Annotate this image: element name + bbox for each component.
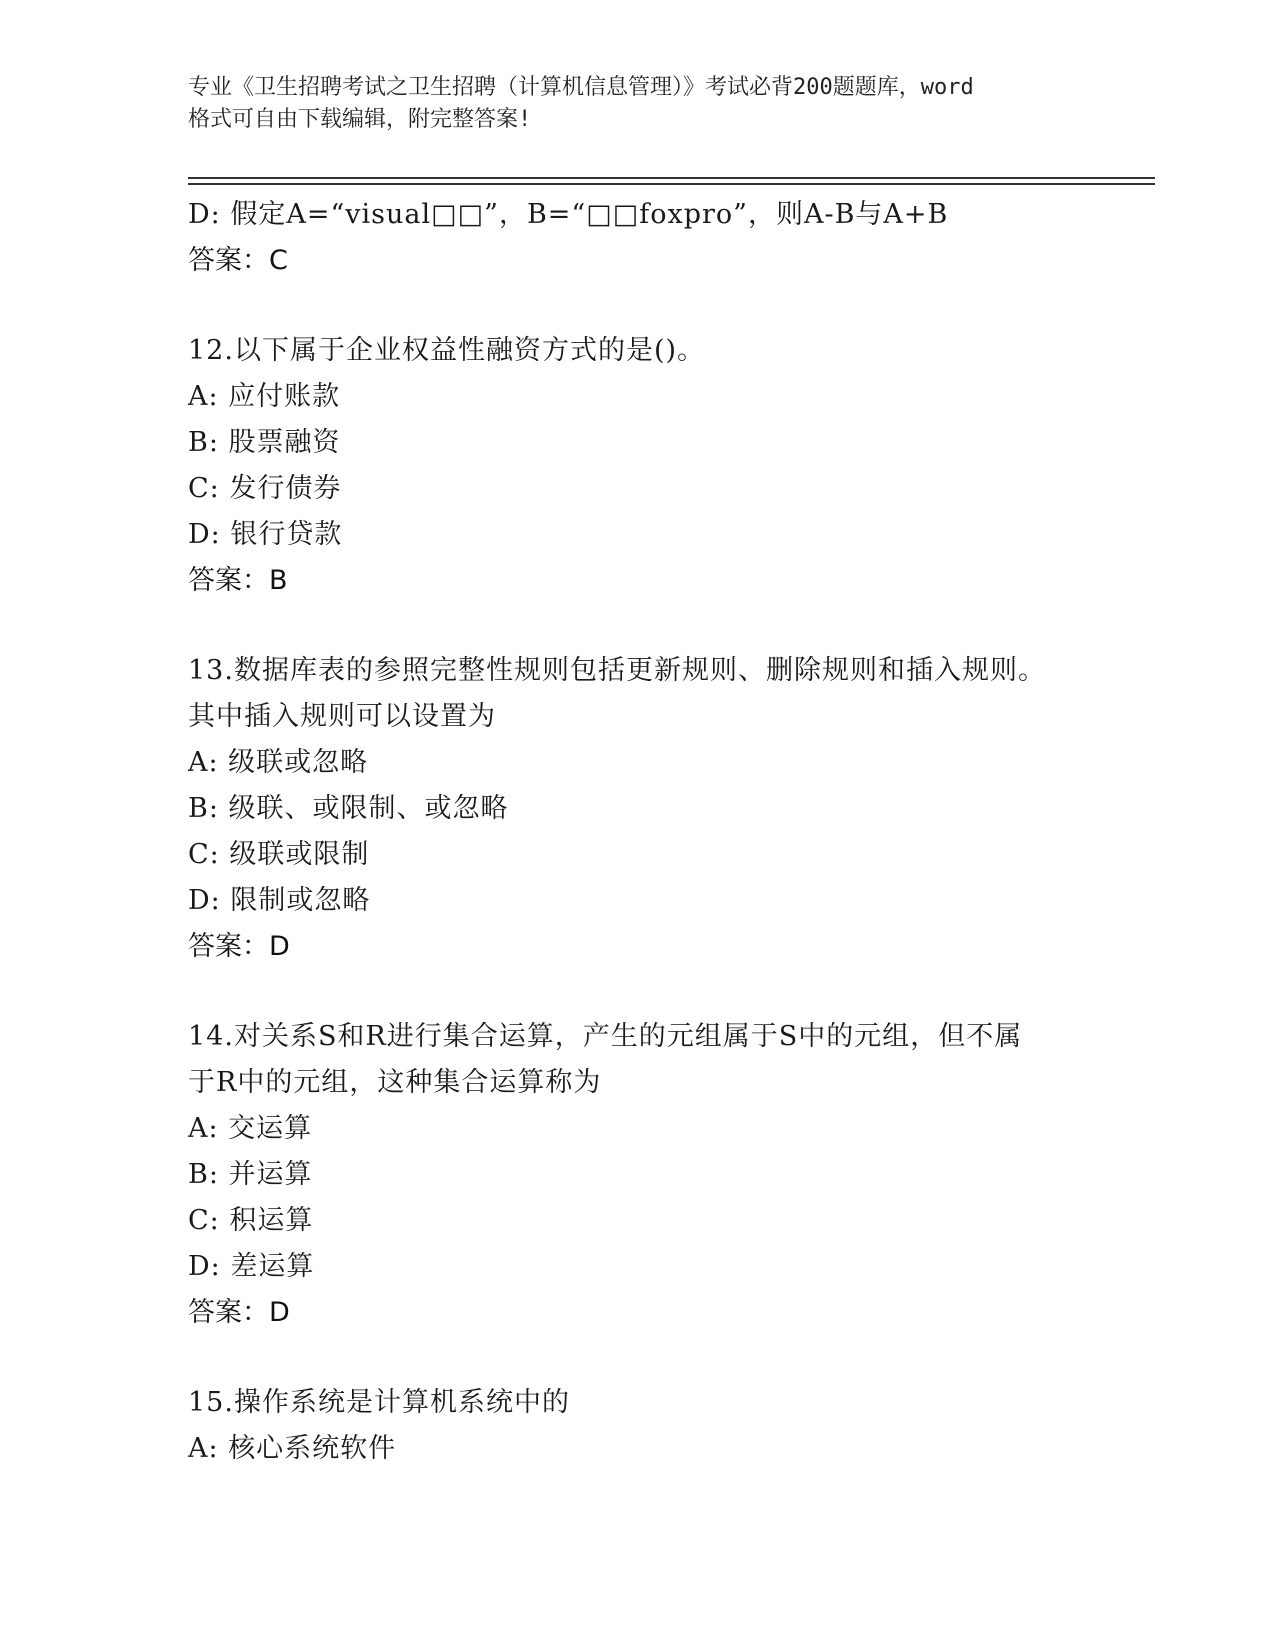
question-stem: 14.对关系S和R进行集合运算，产生的元组属于S中的元组，但不属 <box>188 1021 1023 1052</box>
option-b: B: 股票融资 <box>188 427 341 458</box>
spacer <box>188 604 1088 648</box>
option-a: A: 应付账款 <box>188 381 341 412</box>
option-b: B: 级联、或限制、或忽略 <box>188 793 509 824</box>
question-14 <box>188 1014 1088 1336</box>
document-header <box>188 72 1088 136</box>
question-stem: 12.以下属于企业权益性融资方式的是()。 <box>188 335 706 366</box>
question-fragment <box>188 192 1088 284</box>
answer-line: 答案：D <box>188 931 290 962</box>
spacer <box>188 1336 1088 1380</box>
question-stem-continued: 其中插入规则可以设置为 <box>188 701 496 732</box>
question-13 <box>188 648 1088 970</box>
spacer <box>188 970 1088 1014</box>
question-stem: 13.数据库表的参照完整性规则包括更新规则、删除规则和插入规则。 <box>188 655 1046 686</box>
option-a: A: 交运算 <box>188 1113 313 1144</box>
question-12 <box>188 328 1088 604</box>
header-divider-bottom <box>188 183 1155 185</box>
header-line-1: 专业《卫生招聘考试之卫生招聘（计算机信息管理）》考试必背200题题库，word <box>188 75 974 100</box>
option-d: D: 银行贷款 <box>188 519 343 550</box>
option-d: D: 假定A=“visual□□”，B=“□□foxpro”，则A-B与A+B <box>188 199 949 230</box>
question-stem-continued: 于R中的元组，这种集合运算称为 <box>188 1067 602 1098</box>
option-d: D: 差运算 <box>188 1251 315 1282</box>
question-15 <box>188 1380 1088 1472</box>
option-a: A: 核心系统软件 <box>188 1433 397 1464</box>
option-c: C: 级联或限制 <box>188 839 370 870</box>
spacer <box>188 284 1088 328</box>
answer-line: 答案：C <box>188 245 288 276</box>
answer-line: 答案：D <box>188 1297 290 1328</box>
option-c: C: 积运算 <box>188 1205 314 1236</box>
answer-line: 答案：B <box>188 565 288 596</box>
option-c: C: 发行债券 <box>188 473 342 504</box>
header-line-2: 格式可自由下载编辑，附完整答案! <box>188 107 532 132</box>
option-d: D: 限制或忽略 <box>188 885 371 916</box>
header-divider-top <box>188 177 1155 179</box>
option-b: B: 并运算 <box>188 1159 313 1190</box>
option-a: A: 级联或忽略 <box>188 747 369 778</box>
question-list <box>188 192 1088 1472</box>
question-stem: 15.操作系统是计算机系统中的 <box>188 1387 570 1418</box>
